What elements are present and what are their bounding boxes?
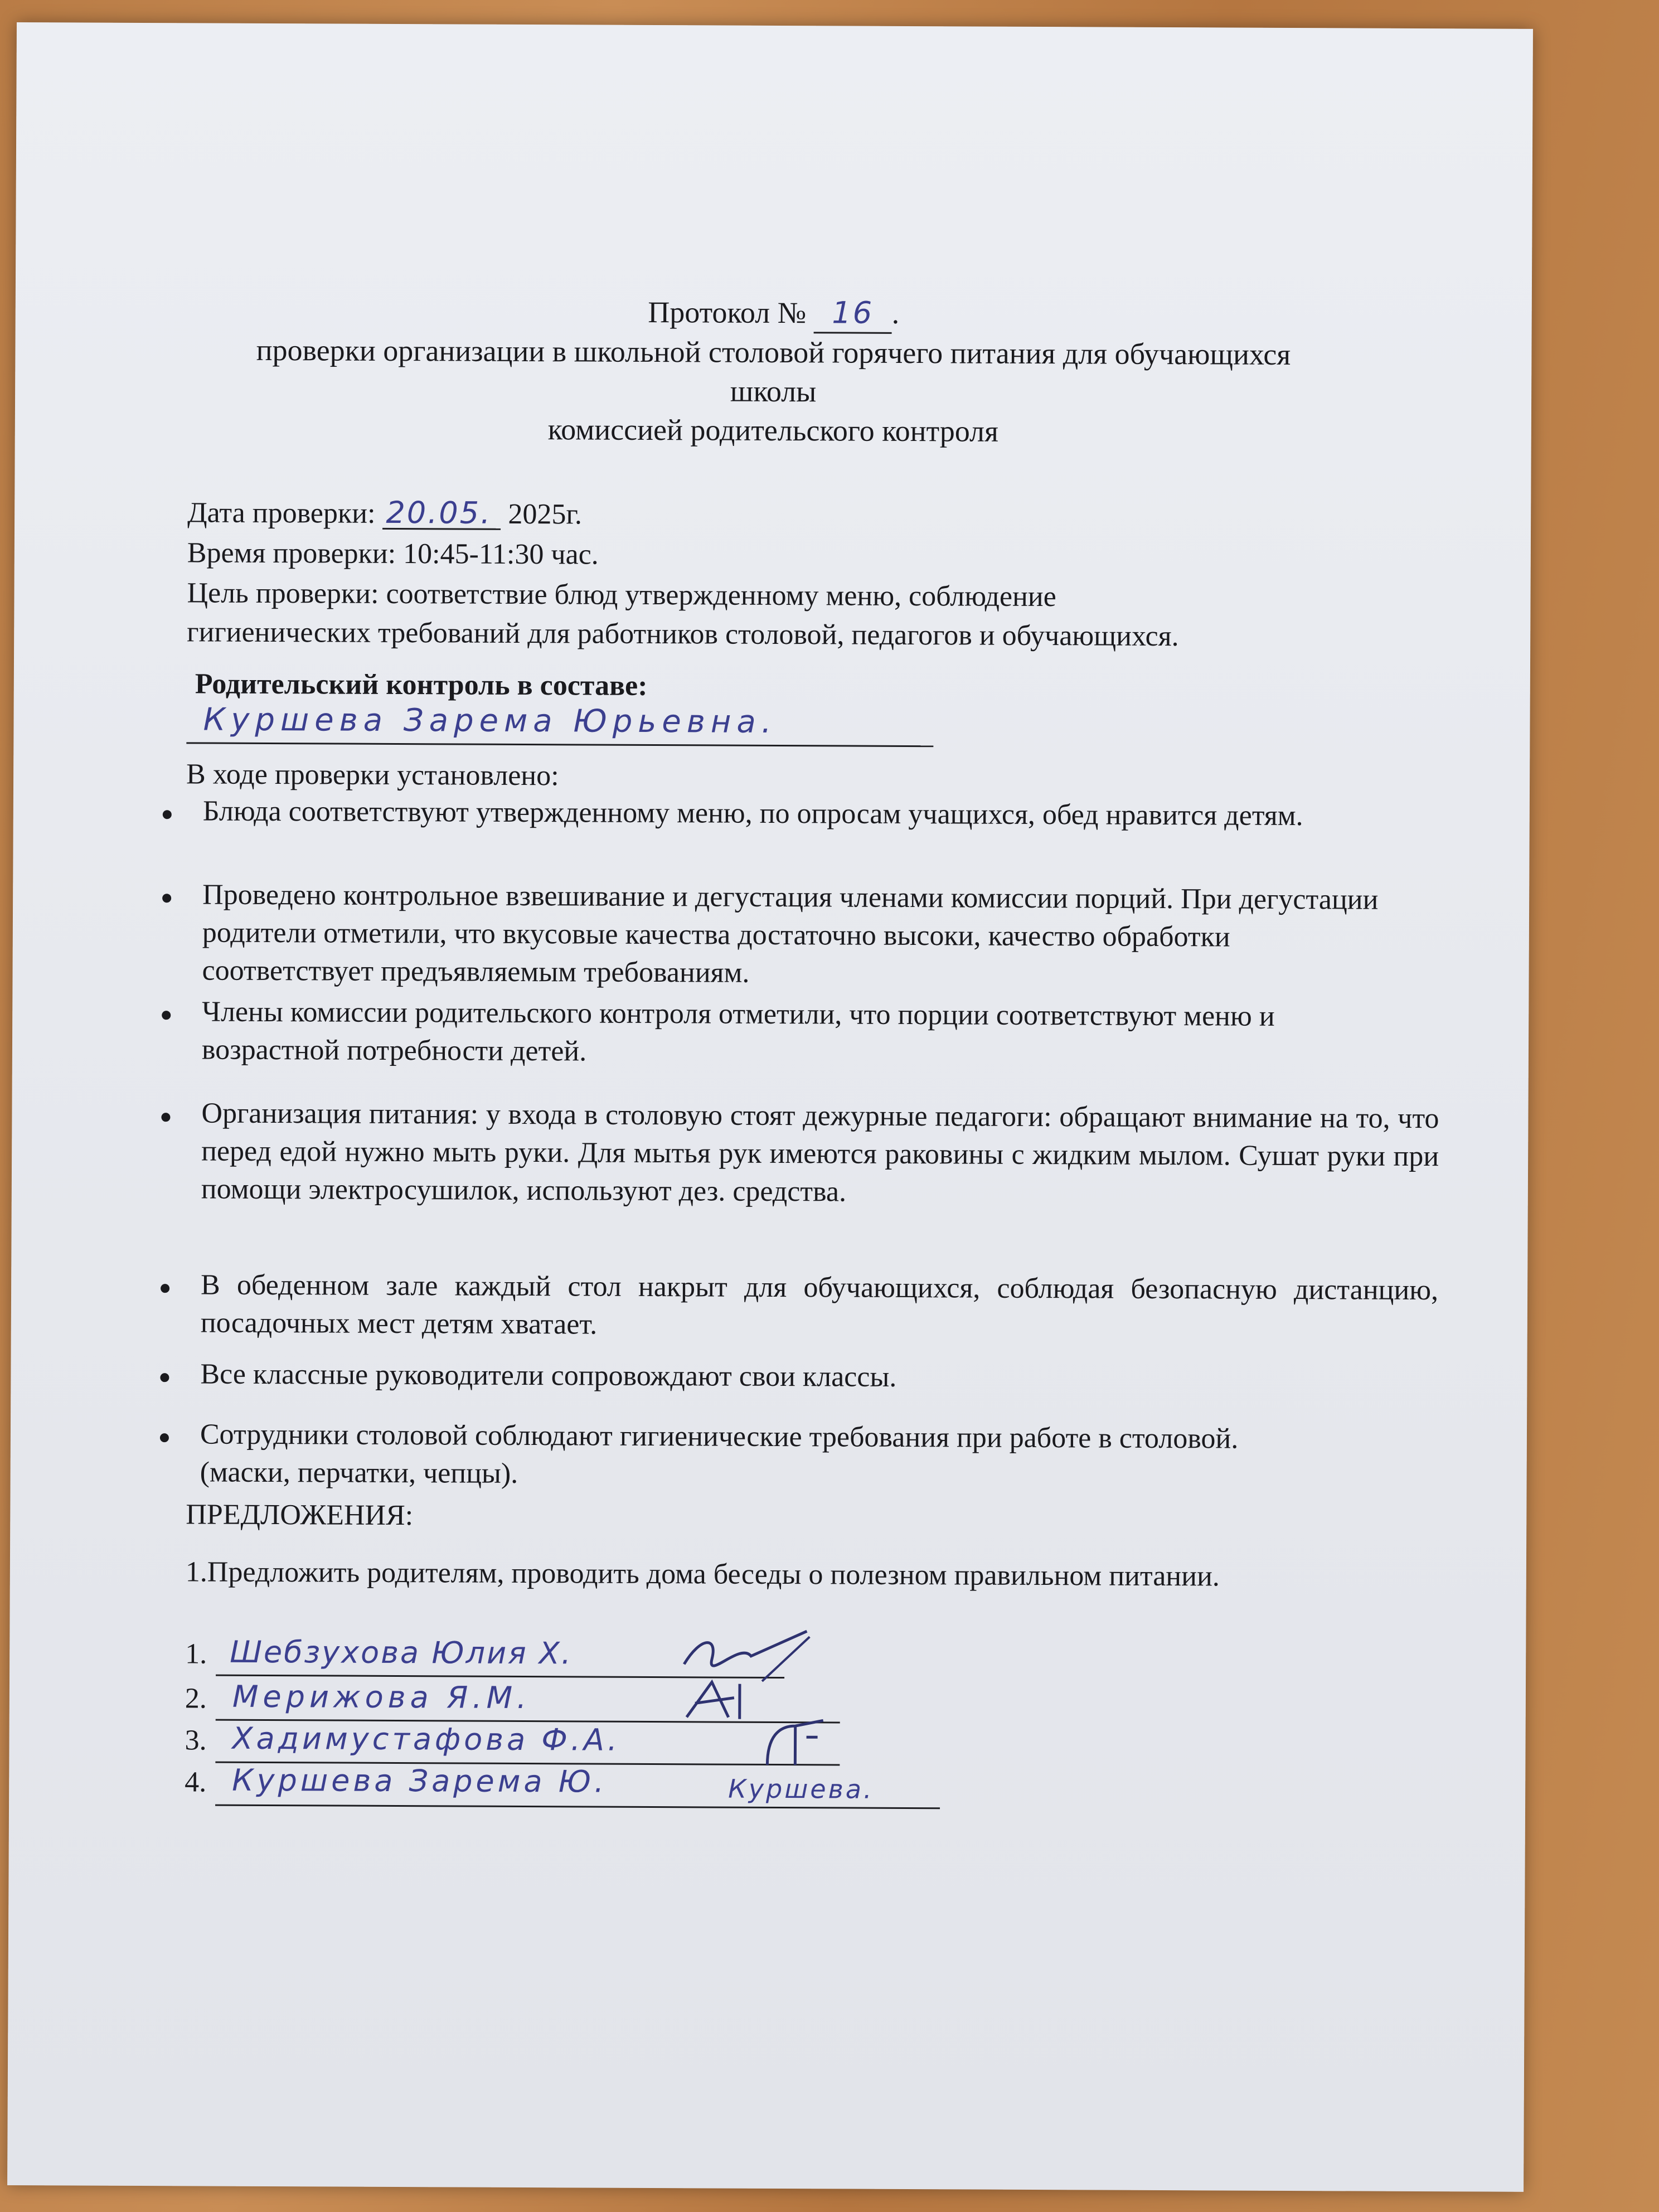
protocol-title: Протокол № 16 . — [16, 290, 1532, 337]
signature-name-4: Куршева Зарема Ю. — [232, 1762, 608, 1799]
inspection-date — [187, 494, 583, 531]
finding-item-7: Сотрудники столовой соблюдают гигиенические требования при работе в столовой. (маски, перчатки, чепцы). — [200, 1418, 1239, 1490]
finding-item-5: В обеденном зале каждый стол накрыт для обучающихся, соблюдая безопасную дистанцию, посадочных мест детям хватает. — [200, 1269, 1439, 1341]
bullet — [162, 1011, 171, 1020]
finding-item-6: Все классные руководители сопровождают свои классы. — [200, 1358, 897, 1393]
signature-name-2: Мерижова Я.М. — [232, 1679, 531, 1716]
protocol-subtitle-1: проверки организации в школьной столовой горячего питания для обучающихся — [256, 333, 1291, 371]
signature-number-3: 3. — [185, 1724, 207, 1757]
finding-item-4: Организация питания: у входа в столовую стоят дежурные педагоги: обращают внимание на то, что перед едой нужно мыть руки. Для мытья рук имеются раковины с жидким мылом. Сушат руки при помощи электросушилок, используют дез. средства. — [201, 1097, 1439, 1208]
finding-item-2: Проведено контрольное взвешивание и дегустация членами комиссии порций. При дегустации родители отметили, что вкусовые качества достаточно высоки, качество обработки соответствует предъявляемым требованиям. — [202, 879, 1379, 989]
signature-line-4 — [215, 1804, 940, 1810]
signature-number-4: 4. — [185, 1766, 207, 1798]
date-label: Дата проверки: — [187, 497, 376, 530]
inspection-goal-line-1: Цель проверки: соответствие блюд утвержденному меню, соблюдение — [187, 577, 1056, 613]
signature-number-2: 2. — [185, 1682, 207, 1715]
signature-handwritten-4: Куршева. — [728, 1773, 874, 1804]
date-value: 20.05. — [382, 498, 501, 530]
inspection-goal-line-2: гигиенических требований для работников столовой, педагогов и обучающихся. — [187, 616, 1179, 653]
composition-label: Родительский контроль в составе: — [195, 668, 648, 702]
signature-name-1: Шебзухова Юлия Х. — [230, 1634, 573, 1671]
signature-number-1: 1. — [185, 1638, 207, 1670]
composition-member: Куршева Зарема Юрьевна. — [203, 701, 777, 740]
protocol-subtitle-2: школы — [730, 374, 817, 409]
bullet — [162, 894, 171, 903]
signature-mark-3 — [756, 1715, 834, 1771]
bullet — [163, 810, 172, 819]
signature-name-3: Хадимустафова Ф.А. — [232, 1720, 621, 1758]
protocol-subtitle-3: комиссией родительского контроля — [547, 413, 999, 448]
signature-mark-2 — [678, 1675, 768, 1726]
bullet — [161, 1113, 170, 1122]
finding-item-1: Блюда соответствуют утвержденному меню, по опросам учащихся, обед нравится детям. — [202, 795, 1303, 832]
findings-intro: В ходе проверки установлено: — [186, 758, 559, 792]
proposals-text: 1.Предложить родителям, проводить дома беседы о полезном правильном питании. — [185, 1556, 1220, 1593]
protocol-sheet — [7, 22, 1533, 2192]
inspection-time: Время проверки: 10:45-11:30 час. — [187, 537, 599, 571]
bullet — [161, 1284, 169, 1293]
proposals-heading: ПРЕДЛОЖЕНИЯ: — [186, 1498, 414, 1532]
bullet — [160, 1433, 169, 1442]
bullet — [160, 1373, 169, 1382]
composition-underline — [186, 742, 933, 747]
finding-item-3: Члены комиссии родительского контроля отметили, что порции соответствуют меню и возрастной потребности детей. — [201, 996, 1275, 1068]
title-prefix: Протокол № — [648, 295, 807, 330]
protocol-number: 16 — [814, 293, 892, 334]
date-suffix: 2025г. — [508, 498, 583, 531]
